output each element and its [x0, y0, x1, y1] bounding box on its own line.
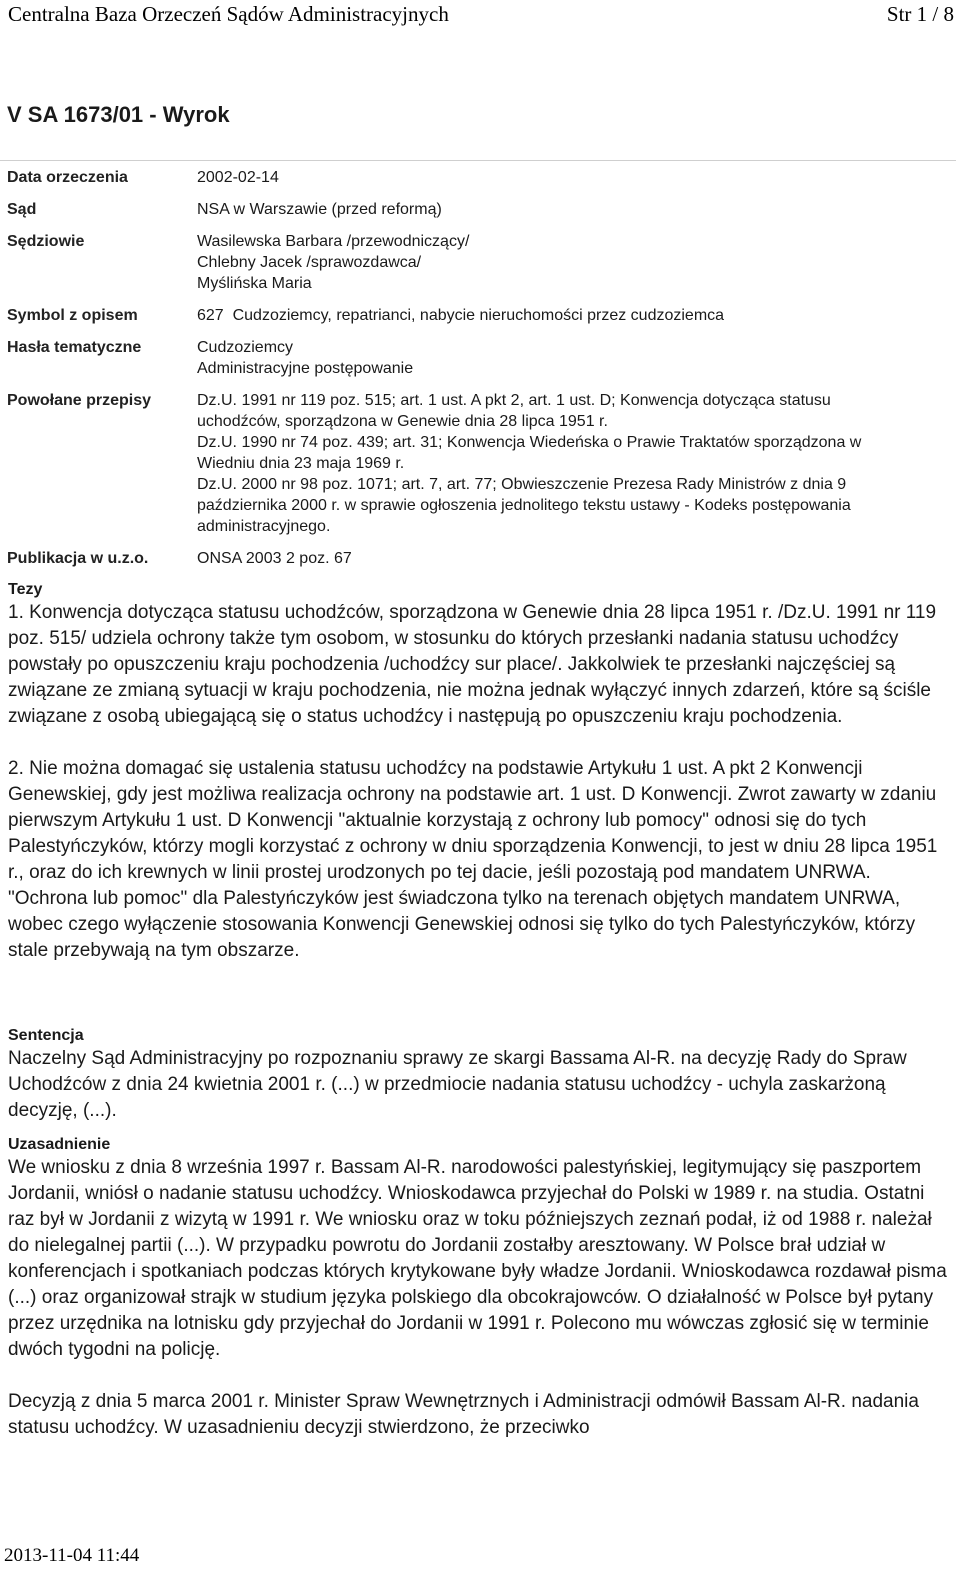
- meta-value-date: 2002-02-14: [197, 161, 956, 200]
- meta-row-judges: [0, 231, 956, 305]
- meta-value-keywords: [197, 337, 956, 390]
- meta-value-symbol: 627 Cudzoziemcy, repatrianci, nabycie nieruchomości przez cudzoziemca: [197, 307, 725, 324]
- section-label: Uzasadnienie: [8, 1136, 111, 1153]
- meta-value-provisions: [197, 390, 956, 548]
- section-sentence: [8, 1026, 953, 1124]
- meta-value-judges: [197, 231, 956, 305]
- meta-label: Hasła tematyczne: [7, 339, 142, 356]
- justification-paragraph: Decyzją z dnia 5 marca 2001 r. Minister Spraw Wewnętrznych i Administracji odmówił Bassam Al-R. nadania statusu uchodźcy. W uzasadnieniu decyzji stwierdzono, że przeciwko: [8, 1391, 919, 1438]
- section-theses: [8, 580, 953, 964]
- page-counter: Str 1 / 8: [886, 2, 954, 26]
- meta-label: Sędziowie: [7, 233, 85, 250]
- provision-line: uchodźców, sporządzona w Genewie dnia 28 lipca 1951 r.: [197, 413, 608, 430]
- meta-value-publication: ONSA 2003 2 poz. 67: [197, 550, 352, 567]
- meta-row-court: [0, 199, 956, 231]
- keyword: Administracyjne postępowanie: [197, 360, 414, 377]
- keyword: Cudzoziemcy: [197, 339, 294, 356]
- meta-label: Sąd: [7, 201, 37, 218]
- meta-label: Publikacja w u.z.o.: [7, 550, 149, 567]
- provision-line: października 2000 r. w sprawie ogłoszenia jednolitego tekstu ustawy - Kodeks postępowania: [197, 497, 851, 514]
- meta-row-symbol: [0, 305, 956, 337]
- site-name: Centralna Baza Orzeczeń Sądów Administracyjnych: [8, 2, 449, 26]
- meta-row-publication: [0, 548, 956, 580]
- judge-name: Chlebny Jacek /sprawozdawca/: [197, 254, 422, 271]
- metadata-table: [0, 160, 956, 580]
- sentence-paragraph: Naczelny Sąd Administracyjny po rozpoznaniu sprawy ze skargi Bassama Al-R. na decyzję Rady do Spraw Uchodźców z dnia 24 kwietnia 2001 r. (...) w przedmiocie nadania statusu uchodźcy - uchyla zaskarżoną decyzję, (...).: [8, 1048, 907, 1121]
- justification-paragraph: We wniosku z dnia 8 września 1997 r. Bassam Al-R. narodowości palestyńskiej, legitymujący się paszportem Jordanii, wniósł o nadanie statusu uchodźcy. Wnioskodawca przyjechał do Polski w 1989 r. na studia. Ostatni raz był w Jordanii z wizytą w 1991 r. We wniosku oraz w toku późniejszych zeznań podał, iż od 1988 r. należał do nielegalnej partii (...). W przypadku powrotu do Jordanii zostałby aresztowany. W Polsce brał udział w konferencjach i spotkaniach podczas których krytykowane były władze Jordanii. Wnioskodawca rozdawał pisma (...) oraz organizował strajk w studium języka polskiego dla obcokrajowców. O działalność w Polsce był pytany przez urzędnika na lotnisku gdy przyjechał do Jordanii w 1991 r. Polecono mu wówczas zgłosić się w terminie dwóch tygodni na policję.: [8, 1157, 947, 1360]
- meta-label: Symbol z opisem: [7, 307, 138, 324]
- judge-name: Myślińska Maria: [197, 275, 312, 292]
- meta-label: Powołane przepisy: [7, 392, 152, 409]
- section-justification: [8, 1135, 953, 1441]
- print-timestamp: 2013-11-04 11:44: [4, 1545, 140, 1566]
- provision-line: administracyjnego.: [197, 518, 331, 535]
- meta-label: Data orzeczenia: [0, 161, 197, 200]
- provision-line: Dz.U. 1991 nr 119 poz. 515; art. 1 ust. A pkt 2, art. 1 ust. D; Konwencja dotycząca statusu: [197, 392, 831, 409]
- meta-value-court: NSA w Warszawie (przed reformą): [197, 201, 442, 218]
- meta-row-date: [0, 161, 956, 200]
- page-header: [8, 2, 954, 30]
- thesis-paragraph: 2. Nie można domagać się ustalenia statusu uchodźcy na podstawie Artykułu 1 ust. A pkt 2 Konwencji Genewskiej, gdy jest możliwa realizacja ochrony na podstawie art. 1 ust. D Konwencji. Zwrot zawarty w zdaniu pierwszym Artykułu 1 ust. D Konwencji "aktualnie korzystają z ochrony lub pomocy" odnosi się do tych Palestyńczyków, którzy mogli korzystać z ochrony w dniu sporządzenia Konwencji, to jest w dniu 28 lipca 1951 r., oraz do ich krewnych w linii prostej urodzonych po tej dacie, jeśli pozostają pod mandatem UNRWA. "Ochrona lub pomoc" dla Palestyńczyków jest świadczona tylko na terenach objętych mandatem UNRWA, wobec czego wyłączenie stosowania Konwencji Genewskiej odnosi się tylko do tych Palestyńczyków, którzy stale przebywają na tym obszarze.: [8, 758, 938, 961]
- provision-line: Dz.U. 1990 nr 74 poz. 439; art. 31; Konwencja Wiedeńska o Prawie Traktatów sporządzona w: [197, 434, 862, 451]
- section-label: Sentencja: [8, 1027, 84, 1044]
- thesis-paragraph: 1. Konwencja dotycząca statusu uchodźców, sporządzona w Genewie dnia 28 lipca 1951 r. /Dz.U. 1991 nr 119 poz. 515/ udziela ochrony także tym osobom, w stosunku do których przesłanki nadania statusu uchodźcy powstały po opuszczeniu kraju pochodzenia /uchodźcy sur place/. Jakkolwiek te przesłanki najczęściej są związane ze zmianą sytuacji w kraju pochodzenia, nie można jednak wyłączyć innych zdarzeń, które są ściśle związane z osobą ubiegającą się o status uchodźcy i następują po opuszczeniu kraju pochodzenia.: [8, 602, 937, 727]
- provision-line: Wiedniu dnia 23 maja 1969 r.: [197, 455, 405, 472]
- meta-row-keywords: [0, 337, 956, 390]
- provision-line: Dz.U. 2000 nr 98 poz. 1071; art. 7, art. 77; Obwieszczenie Prezesa Rady Ministrów z dnia 9: [197, 476, 847, 493]
- judge-name: Wasilewska Barbara /przewodniczący/: [197, 233, 470, 250]
- meta-row-provisions: [0, 390, 956, 548]
- document-title: V SA 1673/01 - Wyrok: [7, 102, 230, 127]
- section-label: Tezy: [8, 581, 43, 598]
